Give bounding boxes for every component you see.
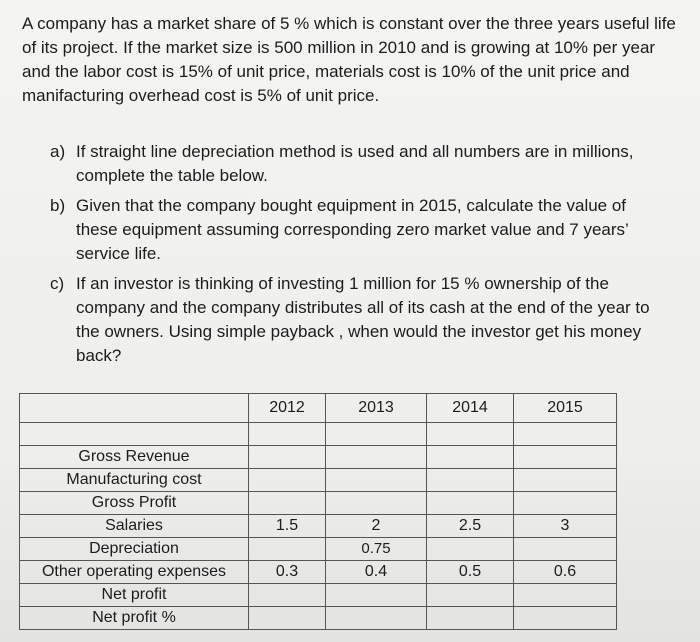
table-cell [249, 607, 326, 630]
table-cell [249, 538, 326, 561]
row-label [20, 423, 249, 446]
year-header: 2015 [514, 394, 617, 423]
table-row [20, 446, 617, 469]
table-cell [326, 492, 427, 515]
table-cell: 0.6 [514, 561, 617, 584]
question-c [50, 272, 670, 368]
table-cell [514, 492, 617, 515]
question-b [50, 194, 670, 266]
row-label: Net profit % [20, 607, 249, 630]
table-row [20, 607, 617, 630]
header-label-cell [20, 394, 249, 423]
table-cell: 0.75 [326, 538, 427, 561]
table-cell [326, 584, 427, 607]
table-cell [249, 492, 326, 515]
year-header: 2014 [427, 394, 514, 423]
table-cell [514, 607, 617, 630]
question-a [50, 140, 670, 188]
table-row [20, 538, 617, 561]
table-row [20, 492, 617, 515]
table-cell: 3 [514, 515, 617, 538]
table-cell [427, 469, 514, 492]
table-cell: 0.4 [326, 561, 427, 584]
question-marker: b) [50, 196, 66, 215]
financial-table [19, 393, 617, 630]
row-label: Other operating expenses [20, 561, 249, 584]
table-cell [514, 538, 617, 561]
table-cell [326, 423, 427, 446]
table-cell: 0.3 [249, 561, 326, 584]
table-cell: 2.5 [427, 515, 514, 538]
table-row [20, 469, 617, 492]
row-label: Depreciation [20, 538, 249, 561]
year-header: 2013 [326, 394, 427, 423]
table-row [20, 515, 617, 538]
table-row [20, 561, 617, 584]
table-cell [514, 423, 617, 446]
question-marker: c) [50, 274, 65, 293]
problem-statement: A company has a market share of 5 % which is constant over the three years useful life of its project. If the market size is 500 million in 2010 and is growing at 10% per year and the labor cost is 15% of unit price, materials cost is 10% of the unit price and manifacturing overhead cost is 5% of unit price. [22, 14, 676, 105]
row-label: Salaries [20, 515, 249, 538]
question-marker: a) [50, 142, 66, 161]
table-row [20, 584, 617, 607]
table-cell [427, 607, 514, 630]
year-header: 2012 [249, 394, 326, 423]
table-cell [427, 538, 514, 561]
row-label: Manufacturing cost [20, 469, 249, 492]
table-cell [249, 446, 326, 469]
table-header-row [20, 394, 617, 423]
question-text: If an investor is thinking of investing 1 million for 15 % ownership of the company and the company distributes all of its cash at the end of the year to the owners. Using simple payback , when would the investor get his money back? [76, 274, 650, 365]
table-cell: 1.5 [249, 515, 326, 538]
table-cell [249, 423, 326, 446]
table-cell [326, 607, 427, 630]
table-cell [427, 446, 514, 469]
question-text: If straight line depreciation method is used and all numbers are in millions, complete the table below. [76, 142, 634, 185]
row-label: Gross Profit [20, 492, 249, 515]
row-label: Net profit [20, 584, 249, 607]
table-cell [514, 469, 617, 492]
table-cell [427, 423, 514, 446]
question-text: Given that the company bought equipment in 2015, calculate the value of these equipment assuming corresponding zero market value and 7 years’ service life. [76, 196, 629, 263]
table-cell [427, 492, 514, 515]
table-cell: 0.5 [427, 561, 514, 584]
table-cell [249, 584, 326, 607]
table-cell [249, 469, 326, 492]
table-cell [514, 584, 617, 607]
table-cell [326, 469, 427, 492]
row-label: Gross Revenue [20, 446, 249, 469]
table-cell [427, 584, 514, 607]
table-cell: 2 [326, 515, 427, 538]
table-cell [326, 446, 427, 469]
table-row [20, 423, 617, 446]
table-cell [514, 446, 617, 469]
question-list [50, 140, 670, 374]
